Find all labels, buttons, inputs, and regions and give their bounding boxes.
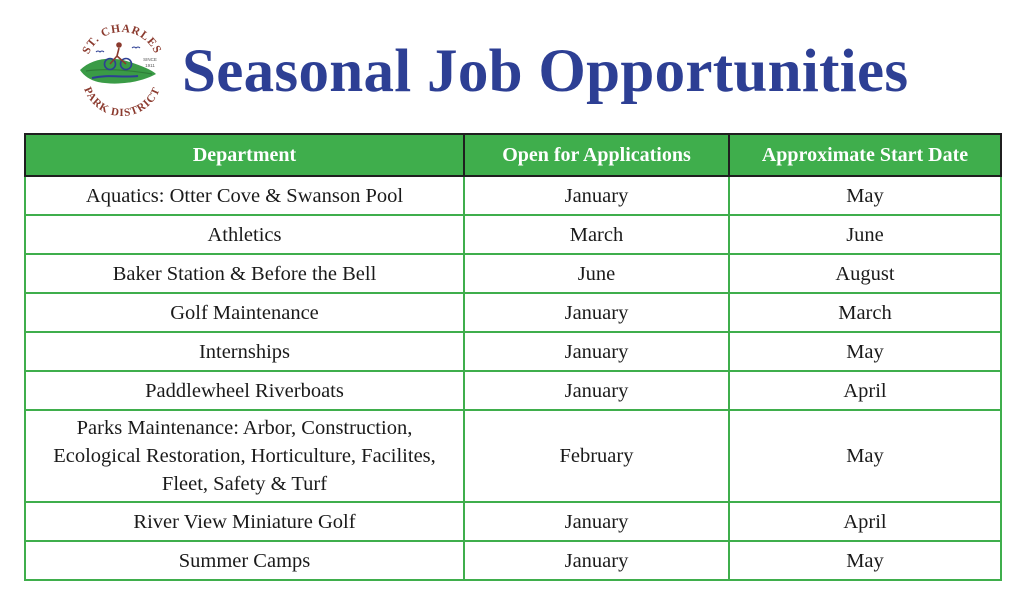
- seasonal-jobs-table: [24, 133, 1002, 581]
- open-month-cell: January: [464, 371, 729, 410]
- department-cell: Internships: [25, 332, 464, 371]
- logo-since-text: SINCE: [143, 57, 157, 62]
- table-row: [25, 254, 1001, 293]
- table-row: [25, 332, 1001, 371]
- start-month-cell: May: [729, 176, 1001, 215]
- start-month-cell: May: [729, 410, 1001, 502]
- table-row: [25, 293, 1001, 332]
- table-header-row: [25, 134, 1001, 176]
- column-header-open-for-applications: Open for Applications: [464, 134, 729, 176]
- department-cell: River View Miniature Golf: [25, 502, 464, 541]
- open-month-cell: January: [464, 293, 729, 332]
- start-month-cell: March: [729, 293, 1001, 332]
- table-row: [25, 176, 1001, 215]
- start-month-cell: April: [729, 502, 1001, 541]
- table-row: [25, 410, 1001, 502]
- park-district-logo: [72, 16, 172, 120]
- table-row: [25, 502, 1001, 541]
- table-row: [25, 371, 1001, 410]
- department-cell: Athletics: [25, 215, 464, 254]
- start-month-cell: June: [729, 215, 1001, 254]
- start-month-cell: April: [729, 371, 1001, 410]
- column-header-approximate-start-date: Approximate Start Date: [729, 134, 1001, 176]
- start-month-cell: May: [729, 332, 1001, 371]
- logo-year-text: 1911: [145, 63, 155, 68]
- department-cell: Baker Station & Before the Bell: [25, 254, 464, 293]
- department-cell: Parks Maintenance: Arbor, Construction, Ecological Restoration, Horticulture, Facilites, Fleet, Safety & Turf: [25, 410, 464, 502]
- page-title: Seasonal Job Opportunities: [182, 38, 909, 105]
- department-cell: Paddlewheel Riverboats: [25, 371, 464, 410]
- open-month-cell: January: [464, 176, 729, 215]
- start-month-cell: August: [729, 254, 1001, 293]
- park-district-seal-icon: [72, 16, 172, 120]
- logo-top-text: ST. CHARLES: [80, 22, 164, 56]
- open-month-cell: February: [464, 410, 729, 502]
- open-month-cell: January: [464, 332, 729, 371]
- open-month-cell: March: [464, 215, 729, 254]
- department-cell: Aquatics: Otter Cove & Swanson Pool: [25, 176, 464, 215]
- column-header-department: Department: [25, 134, 464, 176]
- table-row: [25, 215, 1001, 254]
- table-row: [25, 541, 1001, 580]
- svg-text:ST. CHARLES: [80, 23, 163, 56]
- open-month-cell: June: [464, 254, 729, 293]
- department-cell: Golf Maintenance: [25, 293, 464, 332]
- open-month-cell: January: [464, 502, 729, 541]
- department-cell: Summer Camps: [25, 541, 464, 580]
- start-month-cell: May: [729, 541, 1001, 580]
- svg-text:PARK DISTRICT: [81, 85, 163, 119]
- open-month-cell: January: [464, 541, 729, 580]
- logo-bottom-text: PARK DISTRICT: [81, 85, 163, 120]
